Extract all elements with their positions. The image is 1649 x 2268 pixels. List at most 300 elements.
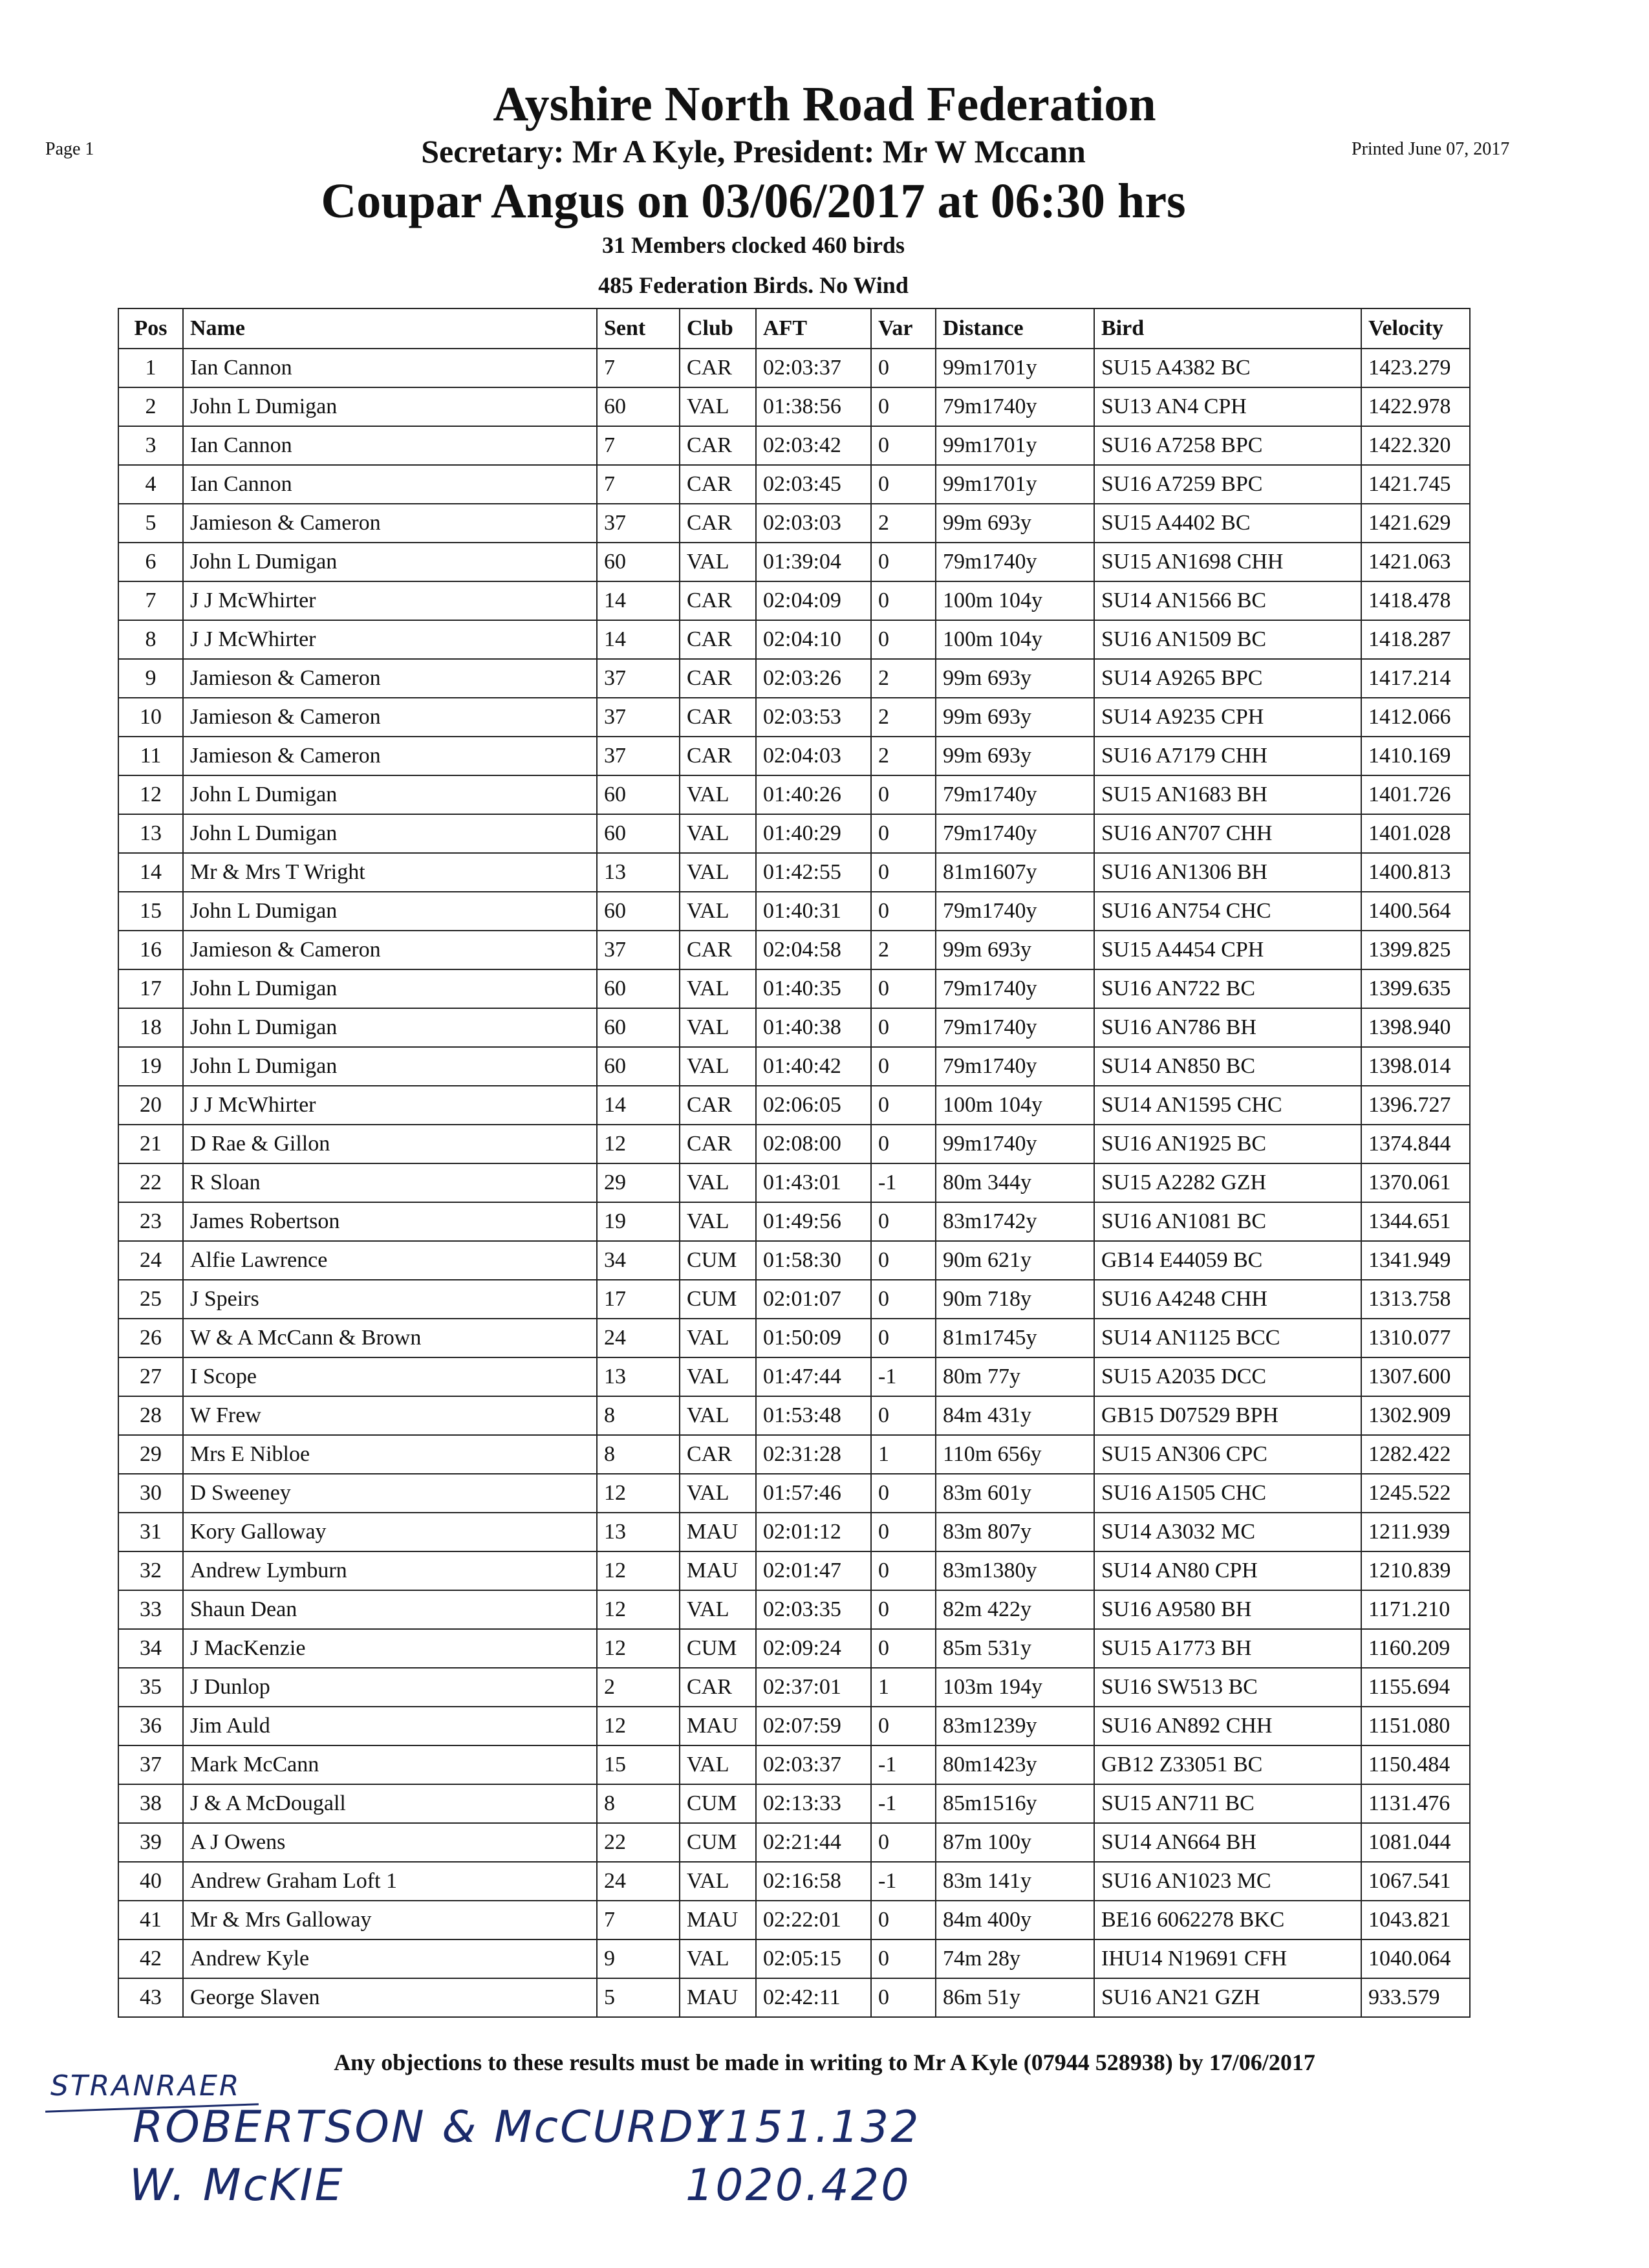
velocity-cell: 1310.077 bbox=[1361, 1319, 1470, 1357]
pos-cell: 10 bbox=[118, 698, 183, 737]
velocity-cell: 1400.564 bbox=[1361, 892, 1470, 931]
club-cell: VAL bbox=[680, 1202, 756, 1241]
aft-cell: 02:06:05 bbox=[756, 1086, 871, 1125]
club-cell: CAR bbox=[680, 659, 756, 698]
var-cell: 1 bbox=[871, 1435, 936, 1474]
bird-cell: SU16 AN786 BH bbox=[1094, 1008, 1361, 1047]
club-cell: VAL bbox=[680, 543, 756, 581]
table-row bbox=[118, 814, 1470, 853]
sent-cell: 8 bbox=[597, 1435, 680, 1474]
var-cell: 2 bbox=[871, 931, 936, 969]
aft-cell: 01:47:44 bbox=[756, 1357, 871, 1396]
sent-cell: 12 bbox=[597, 1474, 680, 1513]
velocity-cell: 1302.909 bbox=[1361, 1396, 1470, 1435]
club-cell: MAU bbox=[680, 1901, 756, 1939]
sent-cell: 15 bbox=[597, 1745, 680, 1784]
pos-cell: 12 bbox=[118, 775, 183, 814]
club-cell: CAR bbox=[680, 426, 756, 465]
distance-cell: 103m 194y bbox=[936, 1668, 1094, 1707]
club-cell: VAL bbox=[680, 969, 756, 1008]
table-row bbox=[118, 1513, 1470, 1551]
sent-cell: 12 bbox=[597, 1590, 680, 1629]
pos-cell: 11 bbox=[118, 737, 183, 775]
pos-cell: 22 bbox=[118, 1163, 183, 1202]
table-row bbox=[118, 543, 1470, 581]
aft-cell: 02:31:28 bbox=[756, 1435, 871, 1474]
aft-cell: 02:03:35 bbox=[756, 1590, 871, 1629]
velocity-cell: 1401.028 bbox=[1361, 814, 1470, 853]
pos-cell: 35 bbox=[118, 1668, 183, 1707]
pos-cell: 20 bbox=[118, 1086, 183, 1125]
aft-cell: 02:03:03 bbox=[756, 504, 871, 543]
var-cell: 0 bbox=[871, 1939, 936, 1978]
bird-cell: SU16 A9580 BH bbox=[1094, 1590, 1361, 1629]
velocity-cell: 1417.214 bbox=[1361, 659, 1470, 698]
name-cell: Shaun Dean bbox=[183, 1590, 597, 1629]
velocity-cell: 1344.651 bbox=[1361, 1202, 1470, 1241]
distance-cell: 83m 807y bbox=[936, 1513, 1094, 1551]
pos-cell: 29 bbox=[118, 1435, 183, 1474]
table-row bbox=[118, 387, 1470, 426]
col-var: Var bbox=[871, 308, 936, 349]
page-number: Page 1 bbox=[45, 139, 94, 159]
name-cell: John L Dumigan bbox=[183, 543, 597, 581]
var-cell: 0 bbox=[871, 1474, 936, 1513]
bird-cell: SU16 AN1925 BC bbox=[1094, 1125, 1361, 1163]
bird-cell: GB15 D07529 BPH bbox=[1094, 1396, 1361, 1435]
bird-cell: SU15 A4454 CPH bbox=[1094, 931, 1361, 969]
bird-cell: SU15 A1773 BH bbox=[1094, 1629, 1361, 1668]
pos-cell: 33 bbox=[118, 1590, 183, 1629]
aft-cell: 02:01:47 bbox=[756, 1551, 871, 1590]
sent-cell: 37 bbox=[597, 659, 680, 698]
distance-cell: 110m 656y bbox=[936, 1435, 1094, 1474]
aft-cell: 02:08:00 bbox=[756, 1125, 871, 1163]
velocity-cell: 1418.287 bbox=[1361, 620, 1470, 659]
bird-cell: SU16 AN892 CHH bbox=[1094, 1707, 1361, 1745]
aft-cell: 01:40:26 bbox=[756, 775, 871, 814]
var-cell: 2 bbox=[871, 659, 936, 698]
velocity-cell: 1422.320 bbox=[1361, 426, 1470, 465]
club-cell: CAR bbox=[680, 349, 756, 387]
club-cell: CUM bbox=[680, 1280, 756, 1319]
aft-cell: 02:03:42 bbox=[756, 426, 871, 465]
club-cell: CAR bbox=[680, 1435, 756, 1474]
handwritten-w-mckie: W. McKIE bbox=[129, 2160, 345, 2211]
sent-cell: 60 bbox=[597, 543, 680, 581]
distance-cell: 80m 344y bbox=[936, 1163, 1094, 1202]
name-cell: Jamieson & Cameron bbox=[183, 737, 597, 775]
bird-cell: IHU14 N19691 CFH bbox=[1094, 1939, 1361, 1978]
bird-cell: SU14 AN80 CPH bbox=[1094, 1551, 1361, 1590]
pos-cell: 23 bbox=[118, 1202, 183, 1241]
table-row bbox=[118, 1745, 1470, 1784]
velocity-cell: 1313.758 bbox=[1361, 1280, 1470, 1319]
pos-cell: 2 bbox=[118, 387, 183, 426]
velocity-cell: 1043.821 bbox=[1361, 1901, 1470, 1939]
club-cell: VAL bbox=[680, 853, 756, 892]
distance-cell: 80m1423y bbox=[936, 1745, 1094, 1784]
club-cell: MAU bbox=[680, 1551, 756, 1590]
results-body bbox=[118, 349, 1470, 2017]
table-row bbox=[118, 1590, 1470, 1629]
table-row bbox=[118, 1086, 1470, 1125]
velocity-cell: 1418.478 bbox=[1361, 581, 1470, 620]
var-cell: 0 bbox=[871, 426, 936, 465]
pos-cell: 25 bbox=[118, 1280, 183, 1319]
distance-cell: 82m 422y bbox=[936, 1590, 1094, 1629]
distance-cell: 86m 51y bbox=[936, 1978, 1094, 2017]
name-cell: J J McWhirter bbox=[183, 1086, 597, 1125]
distance-cell: 99m 693y bbox=[936, 504, 1094, 543]
var-cell: 2 bbox=[871, 737, 936, 775]
aft-cell: 02:03:26 bbox=[756, 659, 871, 698]
pos-cell: 28 bbox=[118, 1396, 183, 1435]
aft-cell: 02:05:15 bbox=[756, 1939, 871, 1978]
aft-cell: 02:03:37 bbox=[756, 349, 871, 387]
var-cell: 0 bbox=[871, 1125, 936, 1163]
name-cell: D Sweeney bbox=[183, 1474, 597, 1513]
distance-cell: 99m1701y bbox=[936, 426, 1094, 465]
club-cell: CAR bbox=[680, 620, 756, 659]
table-row bbox=[118, 1396, 1470, 1435]
aft-cell: 02:42:11 bbox=[756, 1978, 871, 2017]
pos-cell: 1 bbox=[118, 349, 183, 387]
members-clocked: 31 Members clocked 460 birds bbox=[602, 232, 905, 258]
bird-cell: SU16 A7259 BPC bbox=[1094, 465, 1361, 504]
table-row bbox=[118, 1241, 1470, 1280]
var-cell: 0 bbox=[871, 1047, 936, 1086]
bird-cell: SU15 AN1683 BH bbox=[1094, 775, 1361, 814]
velocity-cell: 1399.635 bbox=[1361, 969, 1470, 1008]
distance-cell: 81m1745y bbox=[936, 1319, 1094, 1357]
distance-cell: 83m 601y bbox=[936, 1474, 1094, 1513]
table-row bbox=[118, 853, 1470, 892]
var-cell: 2 bbox=[871, 504, 936, 543]
sent-cell: 60 bbox=[597, 1047, 680, 1086]
sent-cell: 14 bbox=[597, 581, 680, 620]
sent-cell: 7 bbox=[597, 349, 680, 387]
name-cell: J Dunlop bbox=[183, 1668, 597, 1707]
sent-cell: 60 bbox=[597, 387, 680, 426]
table-row bbox=[118, 659, 1470, 698]
distance-cell: 79m1740y bbox=[936, 775, 1094, 814]
name-cell: A J Owens bbox=[183, 1823, 597, 1862]
name-cell: John L Dumigan bbox=[183, 814, 597, 853]
bird-cell: SU14 AN1566 BC bbox=[1094, 581, 1361, 620]
pos-cell: 18 bbox=[118, 1008, 183, 1047]
bird-cell: SU15 A4382 BC bbox=[1094, 349, 1361, 387]
table-row bbox=[118, 775, 1470, 814]
table-row bbox=[118, 1707, 1470, 1745]
handwritten-velocity-2: 1020.420 bbox=[685, 2160, 911, 2211]
var-cell: 0 bbox=[871, 814, 936, 853]
club-cell: VAL bbox=[680, 387, 756, 426]
table-row bbox=[118, 1862, 1470, 1901]
club-cell: CUM bbox=[680, 1629, 756, 1668]
velocity-cell: 1370.061 bbox=[1361, 1163, 1470, 1202]
col-velocity: Velocity bbox=[1361, 308, 1470, 349]
var-cell: 0 bbox=[871, 853, 936, 892]
distance-cell: 79m1740y bbox=[936, 969, 1094, 1008]
name-cell: W Frew bbox=[183, 1396, 597, 1435]
name-cell: J J McWhirter bbox=[183, 581, 597, 620]
name-cell: George Slaven bbox=[183, 1978, 597, 2017]
var-cell: 0 bbox=[871, 1280, 936, 1319]
table-header-row bbox=[118, 308, 1470, 349]
bird-cell: SU14 AN664 BH bbox=[1094, 1823, 1361, 1862]
distance-cell: 87m 100y bbox=[936, 1823, 1094, 1862]
velocity-cell: 1421.629 bbox=[1361, 504, 1470, 543]
club-cell: CAR bbox=[680, 737, 756, 775]
col-distance: Distance bbox=[936, 308, 1094, 349]
sent-cell: 2 bbox=[597, 1668, 680, 1707]
table-row bbox=[118, 1823, 1470, 1862]
aft-cell: 01:38:56 bbox=[756, 387, 871, 426]
name-cell: D Rae & Gillon bbox=[183, 1125, 597, 1163]
velocity-cell: 1081.044 bbox=[1361, 1823, 1470, 1862]
velocity-cell: 933.579 bbox=[1361, 1978, 1470, 2017]
table-row bbox=[118, 1474, 1470, 1513]
handwritten-stranraer: STRANRAER bbox=[50, 2069, 241, 2102]
name-cell: W & A McCann & Brown bbox=[183, 1319, 597, 1357]
aft-cell: 01:40:38 bbox=[756, 1008, 871, 1047]
aft-cell: 02:09:24 bbox=[756, 1629, 871, 1668]
var-cell: 0 bbox=[871, 1901, 936, 1939]
sent-cell: 60 bbox=[597, 775, 680, 814]
club-cell: VAL bbox=[680, 1357, 756, 1396]
sent-cell: 37 bbox=[597, 504, 680, 543]
table-row bbox=[118, 892, 1470, 931]
sent-cell: 19 bbox=[597, 1202, 680, 1241]
col-sent: Sent bbox=[597, 308, 680, 349]
distance-cell: 100m 104y bbox=[936, 620, 1094, 659]
name-cell: James Robertson bbox=[183, 1202, 597, 1241]
sent-cell: 8 bbox=[597, 1784, 680, 1823]
name-cell: R Sloan bbox=[183, 1163, 597, 1202]
club-cell: MAU bbox=[680, 1513, 756, 1551]
velocity-cell: 1374.844 bbox=[1361, 1125, 1470, 1163]
var-cell: 0 bbox=[871, 892, 936, 931]
distance-cell: 84m 400y bbox=[936, 1901, 1094, 1939]
table-row bbox=[118, 1551, 1470, 1590]
var-cell: -1 bbox=[871, 1357, 936, 1396]
distance-cell: 85m 531y bbox=[936, 1629, 1094, 1668]
bird-cell: SU15 A2035 DCC bbox=[1094, 1357, 1361, 1396]
distance-cell: 83m 141y bbox=[936, 1862, 1094, 1901]
aft-cell: 02:04:03 bbox=[756, 737, 871, 775]
club-cell: CAR bbox=[680, 931, 756, 969]
table-row bbox=[118, 698, 1470, 737]
club-cell: CUM bbox=[680, 1241, 756, 1280]
aft-cell: 02:13:33 bbox=[756, 1784, 871, 1823]
aft-cell: 01:39:04 bbox=[756, 543, 871, 581]
aft-cell: 02:04:09 bbox=[756, 581, 871, 620]
club-cell: CAR bbox=[680, 698, 756, 737]
distance-cell: 100m 104y bbox=[936, 1086, 1094, 1125]
club-cell: VAL bbox=[680, 814, 756, 853]
pos-cell: 8 bbox=[118, 620, 183, 659]
velocity-cell: 1210.839 bbox=[1361, 1551, 1470, 1590]
race-heading: Coupar Angus on 03/06/2017 at 06:30 hrs bbox=[321, 174, 1186, 228]
distance-cell: 99m 693y bbox=[936, 737, 1094, 775]
name-cell: John L Dumigan bbox=[183, 1008, 597, 1047]
pos-cell: 13 bbox=[118, 814, 183, 853]
aft-cell: 02:16:58 bbox=[756, 1862, 871, 1901]
velocity-cell: 1421.745 bbox=[1361, 465, 1470, 504]
club-cell: VAL bbox=[680, 775, 756, 814]
pos-cell: 41 bbox=[118, 1901, 183, 1939]
sent-cell: 14 bbox=[597, 620, 680, 659]
club-cell: VAL bbox=[680, 1047, 756, 1086]
table-row bbox=[118, 1125, 1470, 1163]
bird-cell: SU14 A3032 MC bbox=[1094, 1513, 1361, 1551]
name-cell: John L Dumigan bbox=[183, 1047, 597, 1086]
name-cell: Kory Galloway bbox=[183, 1513, 597, 1551]
bird-cell: SU15 AN711 BC bbox=[1094, 1784, 1361, 1823]
club-cell: CAR bbox=[680, 465, 756, 504]
var-cell: -1 bbox=[871, 1784, 936, 1823]
aft-cell: 02:04:10 bbox=[756, 620, 871, 659]
name-cell: Mark McCann bbox=[183, 1745, 597, 1784]
velocity-cell: 1410.169 bbox=[1361, 737, 1470, 775]
velocity-cell: 1307.600 bbox=[1361, 1357, 1470, 1396]
pos-cell: 3 bbox=[118, 426, 183, 465]
aft-cell: 02:03:53 bbox=[756, 698, 871, 737]
club-cell: CAR bbox=[680, 1668, 756, 1707]
name-cell: Mr & Mrs Galloway bbox=[183, 1901, 597, 1939]
distance-cell: 99m 693y bbox=[936, 931, 1094, 969]
name-cell: Ian Cannon bbox=[183, 349, 597, 387]
pos-cell: 17 bbox=[118, 969, 183, 1008]
var-cell: 0 bbox=[871, 1978, 936, 2017]
club-cell: VAL bbox=[680, 1474, 756, 1513]
bird-cell: SU16 AN1023 MC bbox=[1094, 1862, 1361, 1901]
pos-cell: 7 bbox=[118, 581, 183, 620]
bird-cell: SU13 AN4 CPH bbox=[1094, 387, 1361, 426]
name-cell: John L Dumigan bbox=[183, 969, 597, 1008]
table-row bbox=[118, 426, 1470, 465]
distance-cell: 84m 431y bbox=[936, 1396, 1094, 1435]
sent-cell: 24 bbox=[597, 1319, 680, 1357]
printed-date: Printed June 07, 2017 bbox=[1352, 139, 1510, 159]
table-row bbox=[118, 1357, 1470, 1396]
table-row bbox=[118, 581, 1470, 620]
col-name: Name bbox=[183, 308, 597, 349]
sent-cell: 22 bbox=[597, 1823, 680, 1862]
bird-cell: SU16 AN1509 BC bbox=[1094, 620, 1361, 659]
club-cell: VAL bbox=[680, 1862, 756, 1901]
pos-cell: 26 bbox=[118, 1319, 183, 1357]
col-pos: Pos bbox=[118, 308, 183, 349]
name-cell: Andrew Graham Loft 1 bbox=[183, 1862, 597, 1901]
aft-cell: 01:53:48 bbox=[756, 1396, 871, 1435]
distance-cell: 83m1742y bbox=[936, 1202, 1094, 1241]
velocity-cell: 1160.209 bbox=[1361, 1629, 1470, 1668]
name-cell: Jamieson & Cameron bbox=[183, 931, 597, 969]
pos-cell: 9 bbox=[118, 659, 183, 698]
sent-cell: 60 bbox=[597, 1008, 680, 1047]
var-cell: 0 bbox=[871, 1008, 936, 1047]
velocity-cell: 1150.484 bbox=[1361, 1745, 1470, 1784]
bird-cell: SU16 SW513 BC bbox=[1094, 1668, 1361, 1707]
table-row bbox=[118, 1629, 1470, 1668]
bird-cell: GB12 Z33051 BC bbox=[1094, 1745, 1361, 1784]
sent-cell: 7 bbox=[597, 1901, 680, 1939]
distance-cell: 80m 77y bbox=[936, 1357, 1094, 1396]
velocity-cell: 1399.825 bbox=[1361, 931, 1470, 969]
velocity-cell: 1171.210 bbox=[1361, 1590, 1470, 1629]
pos-cell: 21 bbox=[118, 1125, 183, 1163]
pos-cell: 40 bbox=[118, 1862, 183, 1901]
table-row bbox=[118, 1939, 1470, 1978]
table-row bbox=[118, 504, 1470, 543]
pos-cell: 27 bbox=[118, 1357, 183, 1396]
bird-cell: SU14 AN1125 BCC bbox=[1094, 1319, 1361, 1357]
name-cell: Mr & Mrs T Wright bbox=[183, 853, 597, 892]
club-cell: VAL bbox=[680, 1745, 756, 1784]
aft-cell: 01:57:46 bbox=[756, 1474, 871, 1513]
bird-cell: SU16 AN754 CHC bbox=[1094, 892, 1361, 931]
pos-cell: 38 bbox=[118, 1784, 183, 1823]
sent-cell: 60 bbox=[597, 969, 680, 1008]
table-row bbox=[118, 1435, 1470, 1474]
velocity-cell: 1040.064 bbox=[1361, 1939, 1470, 1978]
bird-cell: SU16 AN1306 BH bbox=[1094, 853, 1361, 892]
pos-cell: 6 bbox=[118, 543, 183, 581]
pos-cell: 16 bbox=[118, 931, 183, 969]
pos-cell: 42 bbox=[118, 1939, 183, 1978]
pos-cell: 32 bbox=[118, 1551, 183, 1590]
sent-cell: 13 bbox=[597, 1513, 680, 1551]
sent-cell: 7 bbox=[597, 465, 680, 504]
name-cell: J J McWhirter bbox=[183, 620, 597, 659]
bird-cell: SU16 AN707 CHH bbox=[1094, 814, 1361, 853]
var-cell: -1 bbox=[871, 1862, 936, 1901]
var-cell: 1 bbox=[871, 1668, 936, 1707]
officers-subtitle: Secretary: Mr A Kyle, President: Mr W Mccann bbox=[421, 133, 1086, 169]
aft-cell: 01:40:31 bbox=[756, 892, 871, 931]
name-cell: John L Dumigan bbox=[183, 775, 597, 814]
var-cell: 0 bbox=[871, 1396, 936, 1435]
velocity-cell: 1423.279 bbox=[1361, 349, 1470, 387]
bird-cell: GB14 E44059 BC bbox=[1094, 1241, 1361, 1280]
sent-cell: 12 bbox=[597, 1551, 680, 1590]
distance-cell: 81m1607y bbox=[936, 853, 1094, 892]
distance-cell: 79m1740y bbox=[936, 543, 1094, 581]
name-cell: Jamieson & Cameron bbox=[183, 698, 597, 737]
table-row bbox=[118, 931, 1470, 969]
table-row bbox=[118, 1047, 1470, 1086]
var-cell: 0 bbox=[871, 775, 936, 814]
var-cell: 0 bbox=[871, 543, 936, 581]
sent-cell: 9 bbox=[597, 1939, 680, 1978]
handwritten-robertson-mccurdy: ROBERTSON & McCURDY bbox=[133, 2102, 724, 2153]
velocity-cell: 1422.978 bbox=[1361, 387, 1470, 426]
aft-cell: 01:40:35 bbox=[756, 969, 871, 1008]
sent-cell: 13 bbox=[597, 853, 680, 892]
club-cell: VAL bbox=[680, 1590, 756, 1629]
velocity-cell: 1341.949 bbox=[1361, 1241, 1470, 1280]
pos-cell: 37 bbox=[118, 1745, 183, 1784]
aft-cell: 02:03:45 bbox=[756, 465, 871, 504]
name-cell: Jim Auld bbox=[183, 1707, 597, 1745]
distance-cell: 99m1701y bbox=[936, 349, 1094, 387]
table-row bbox=[118, 1901, 1470, 1939]
table-row bbox=[118, 620, 1470, 659]
bird-cell: SU15 A2282 GZH bbox=[1094, 1163, 1361, 1202]
table-row bbox=[118, 1668, 1470, 1707]
